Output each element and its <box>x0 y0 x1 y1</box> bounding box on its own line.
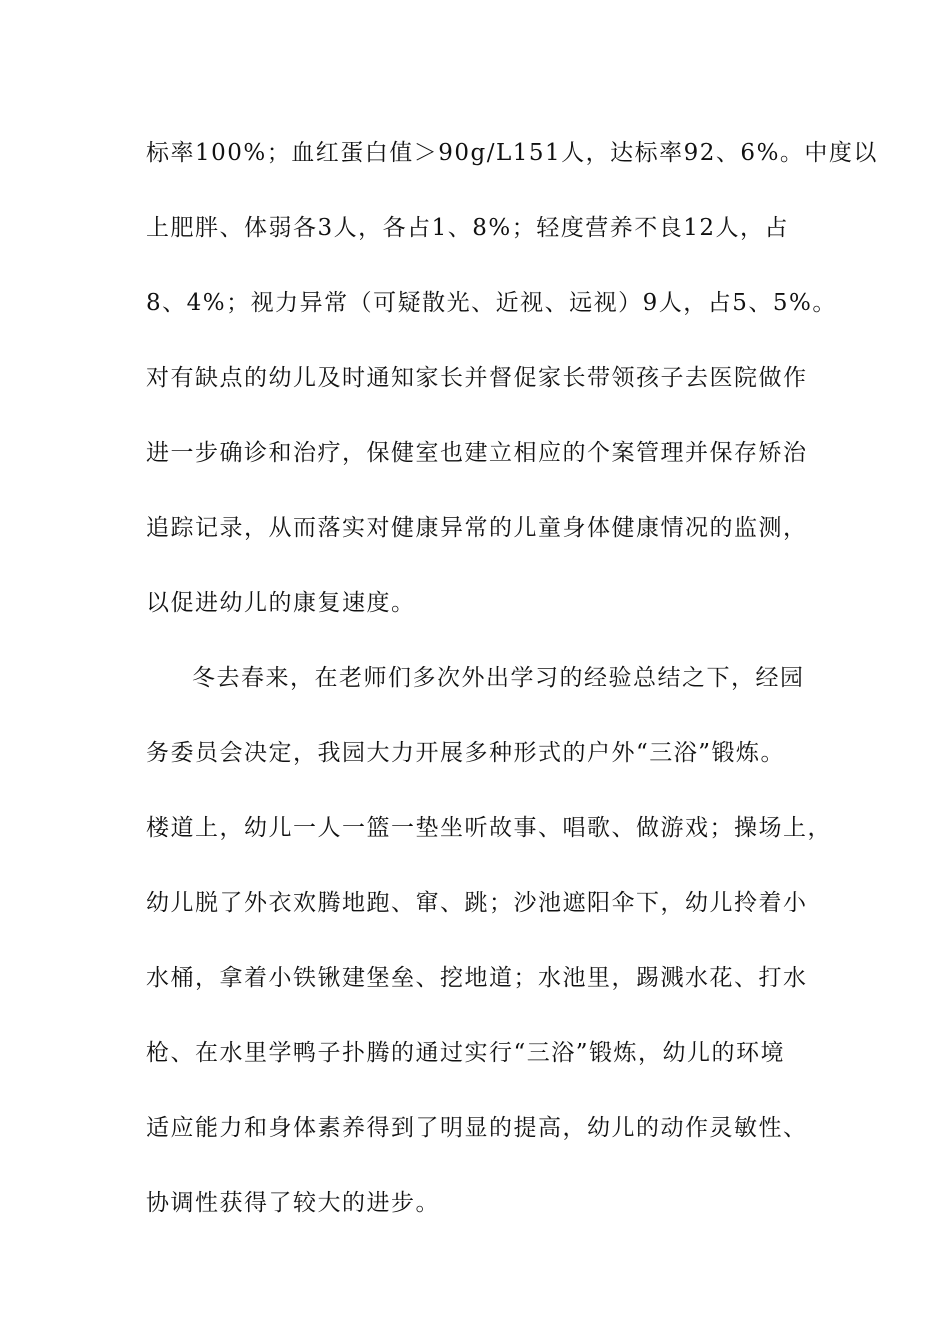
document-body <box>146 128 878 1253</box>
paragraph-outdoor-exercise <box>146 653 832 1253</box>
text-line: 标率100%；血红蛋白值＞90g/L151人，达标率92、6%。中度以 <box>146 140 878 166</box>
text-line: 适应能力和身体素养得到了明显的提高，幼儿的动作灵敏性、 <box>146 1115 808 1141</box>
text-line: 幼儿脱了外衣欢腾地跑、窜、跳；沙池遮阳伞下，幼儿拎着小 <box>146 890 808 916</box>
text-line: 以促进幼儿的康复速度。 <box>146 590 416 616</box>
text-line: 上肥胖、体弱各3人，各占1、8%；轻度营养不良12人，占 <box>146 215 790 241</box>
text-line: 水桶，拿着小铁锹建堡垒、挖地道；水池里，踢溅水花、打水 <box>146 965 808 991</box>
text-line: 冬去春来，在老师们多次外出学习的经验总结之下，经园 <box>192 665 805 691</box>
text-line: 枪、在水里学鸭子扑腾的通过实行“三浴”锻炼，幼儿的环境 <box>146 1040 786 1066</box>
text-line: 务委员会决定，我园大力开展多种形式的户外“三浴”锻炼。 <box>146 740 786 766</box>
text-line: 楼道上，幼儿一人一篮一垫坐听故事、唱歌、做游戏；操场上， <box>146 815 832 841</box>
paragraph-health-check <box>146 128 878 653</box>
text-line: 协调性获得了较大的进步。 <box>146 1190 440 1216</box>
text-line: 8、4%；视力异常（可疑散光、近视、远视）9人，占5、5%。 <box>146 290 837 316</box>
text-line: 追踪记录，从而落实对健康异常的儿童身体健康情况的监测， <box>146 515 808 541</box>
text-line: 对有缺点的幼儿及时通知家长并督促家长带领孩子去医院做作 <box>146 365 808 391</box>
text-line: 进一步确诊和治疗，保健室也建立相应的个案管理并保存矫治 <box>146 440 808 466</box>
